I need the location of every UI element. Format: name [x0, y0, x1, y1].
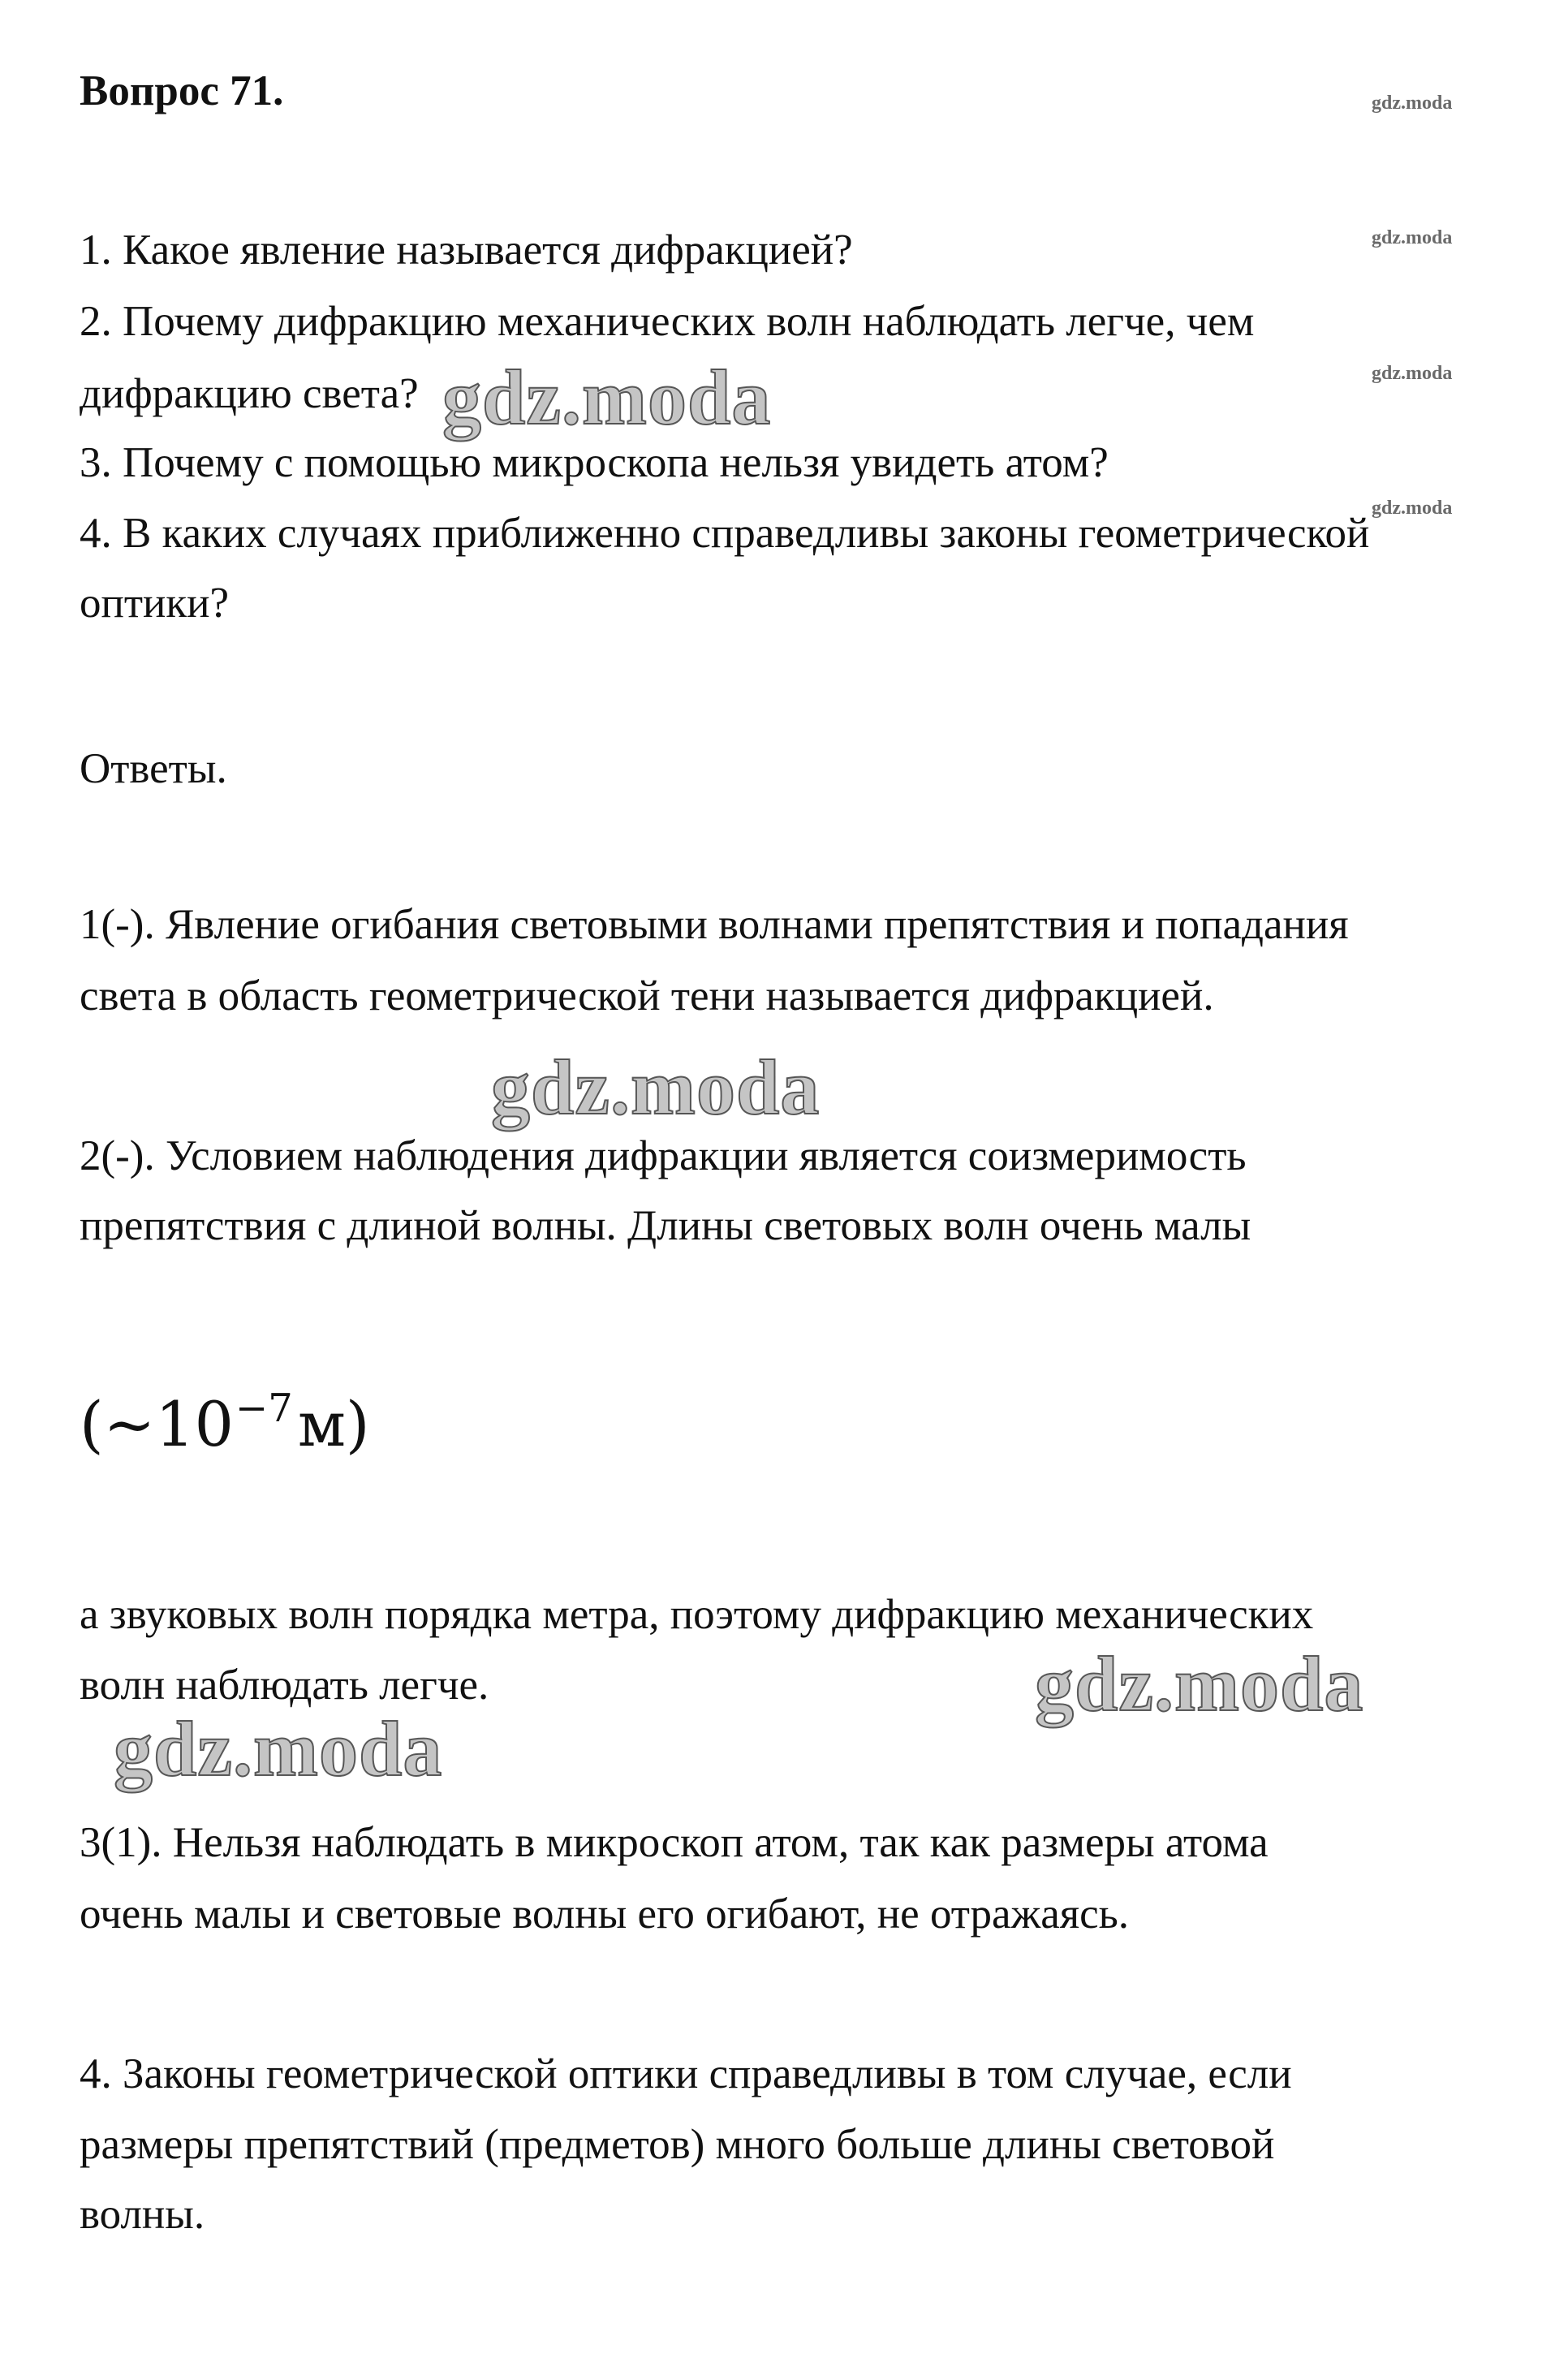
page-title: Вопрос 71. [80, 67, 284, 114]
answer-3-line-1: 3(1). Нельзя наблюдать в микроскоп атом, так как размеры атома [80, 1819, 1269, 1866]
question-1: 1. Какое явление называется дифракцией? [80, 226, 853, 274]
question-2-line-1: 2. Почему дифракцию механических волн наблюдать легче, чем [80, 298, 1255, 345]
watermark-small: gdz.moda [1372, 498, 1453, 519]
answer-4-line-2: размеры препятствий (предметов) много больше длины световой [80, 2121, 1275, 2168]
wavelength-formula [80, 1372, 370, 1461]
answer-2-cont-line-1: а звуковых волн порядка метра, поэтому дифракцию механических [80, 1591, 1314, 1638]
question-3: 3. Почему с помощью микроскопа нельзя увидеть атом? [80, 439, 1109, 486]
answer-1-line-1: 1(-). Явление огибания световыми волнами препятствия и попадания [80, 901, 1349, 948]
watermark-large: gdz.moda [114, 1705, 443, 1792]
answer-4-line-3: волны. [80, 2191, 205, 2238]
question-4-line-2: оптики? [80, 580, 230, 627]
answer-3-line-2: очень малы и световые волны его огибают, не отражаясь. [80, 1890, 1130, 1938]
watermark-small: gdz.moda [1372, 363, 1453, 384]
watermark-large: gdz.moda [442, 354, 772, 441]
answer-2-line-2: препятствия с длиной волны. Длины световых волн очень малы [80, 1202, 1251, 1249]
answer-2-line-1: 2(-). Условием наблюдения дифракции является соизмеримость [80, 1132, 1247, 1179]
answers-heading: Ответы. [80, 745, 227, 792]
answer-4-line-1: 4. Законы геометрической оптики справедливы в том случае, если [80, 2050, 1292, 2097]
watermark-small: gdz.moda [1372, 93, 1453, 114]
watermark-large: gdz.moda [1035, 1640, 1364, 1727]
answer-1-line-2: света в область геометрической тени называется дифракцией. [80, 972, 1214, 1020]
formula-unit: м) [297, 1388, 370, 1460]
formula-exponent: −7 [235, 1386, 293, 1431]
watermark-large: gdz.moda [491, 1044, 821, 1131]
question-2-line-2: дифракцию света? [80, 370, 419, 417]
answer-2-cont-line-2: волн наблюдать легче. [80, 1662, 489, 1709]
question-4-line-1: 4. В каких случаях приближенно справедливы законы геометрической [80, 510, 1370, 557]
formula-base: (~10 [80, 1388, 235, 1460]
watermark-small: gdz.moda [1372, 227, 1453, 248]
